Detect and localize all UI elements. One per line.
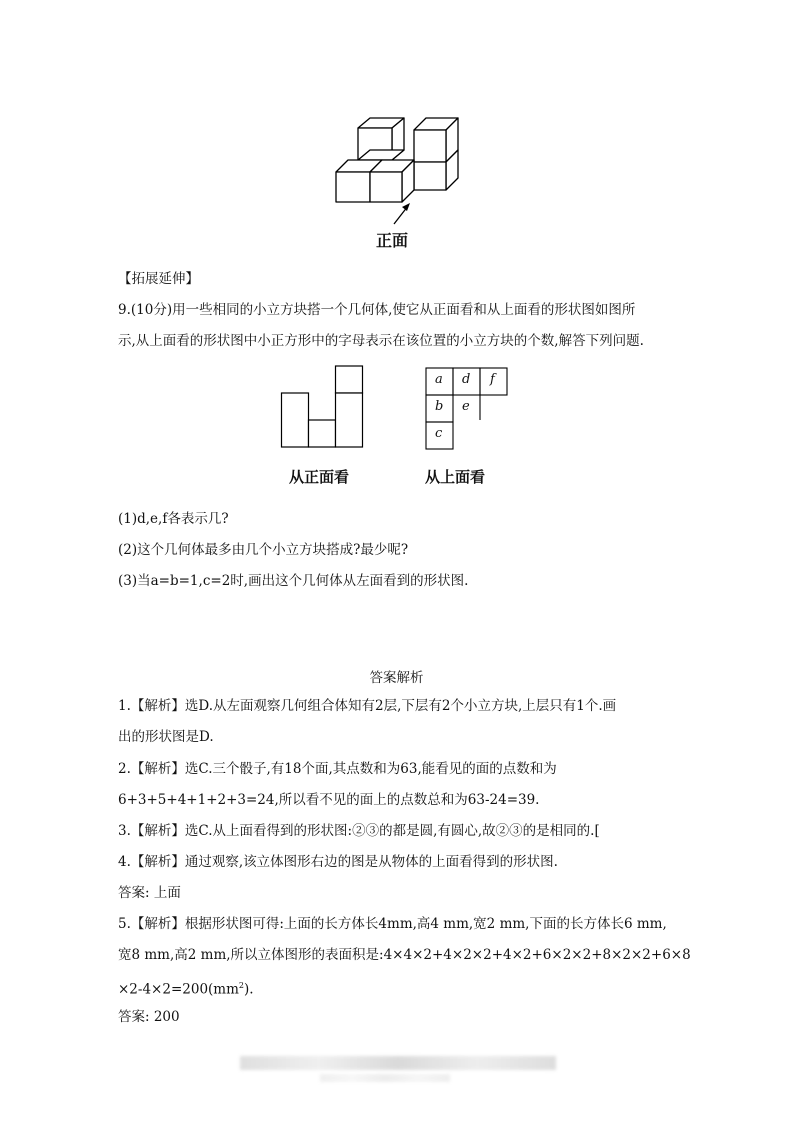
grid-cell-f: f <box>490 372 495 387</box>
answer-5-superscript: 2 <box>238 981 244 990</box>
footer-watermark-blur-2 <box>320 1074 450 1082</box>
front-view-caption: 正面 <box>376 231 409 250</box>
grid-cell-d: d <box>462 372 471 387</box>
top-view-label: 从上面看 <box>425 468 486 486</box>
front-view-diagram <box>280 364 366 450</box>
sub-question-1: (1)d,e,f各表示几? <box>118 511 229 527</box>
answer-5-line-3-end: ). <box>244 981 254 998</box>
answer-5-line-1: 5.【解析】根据形状图可得:上面的长方体长4mm,高4 mm,宽2 mm,下面的长方体长6 mm, <box>118 916 667 932</box>
answer-5-result: 答案: 200 <box>118 1009 180 1025</box>
grid-cell-e: e <box>462 399 470 414</box>
front-view-label: 从正面看 <box>289 468 350 486</box>
answer-1-line-1: 1.【解析】选D.从左面观察几何组合体知有2层,下层有2个小立方块,上层只有1个.画 <box>118 698 617 714</box>
grid-cell-a: a <box>435 372 443 387</box>
answer-5-line-3-main: ×2-4×2=200(mm <box>118 981 239 998</box>
answer-1-line-2: 出的形状图是D. <box>118 729 214 745</box>
grid-cell-b: b <box>435 399 444 414</box>
answer-2-line-1: 2.【解析】选C.三个骰子,有18个面,其点数和为63,能看见的面的点数和为 <box>118 761 557 777</box>
grid-cell-c: c <box>435 426 443 441</box>
answer-5-line-3 <box>118 977 254 999</box>
answer-5-line-2: 宽8 mm,高2 mm,所以立体图形的表面积是:4×4×2+4×2×2+4×2+6×2×2+8×2×2+6×8 <box>118 947 691 963</box>
sub-question-3: (3)当a=b=1,c=2时,画出这个几何体从左面看到的形状图. <box>118 573 469 589</box>
question-9-line-2: 示,从上面看的形状图中小正方形中的字母表示在该位置的小立方块的个数,解答下列问题. <box>118 333 644 349</box>
answer-4: 4.【解析】通过观察,该立体图形右边的图是从物体的上面看得到的形状图. <box>118 854 558 870</box>
answer-3: 3.【解析】选C.从上面看得到的形状图:②③的都是圆,有圆心,故②③的是相同的.[ <box>118 823 600 839</box>
question-9-line-1: 9.(10分)用一些相同的小立方块搭一个几何体,使它从正面看和从上面看的形状图如图所 <box>118 302 636 318</box>
answers-title: 答案解析 <box>369 670 424 686</box>
cube-stack-figure <box>330 112 470 232</box>
answer-4-result: 答案: 上面 <box>118 885 181 901</box>
footer-watermark-blur <box>240 1056 556 1070</box>
section-heading: 【拓展延伸】 <box>118 271 199 287</box>
answer-2-line-2: 6+3+5+4+1+2+3=24,所以看不见的面上的点数总和为63-24=39. <box>118 792 540 808</box>
sub-question-2: (2)这个几何体最多由几个小立方块搭成?最少呢? <box>118 542 409 558</box>
